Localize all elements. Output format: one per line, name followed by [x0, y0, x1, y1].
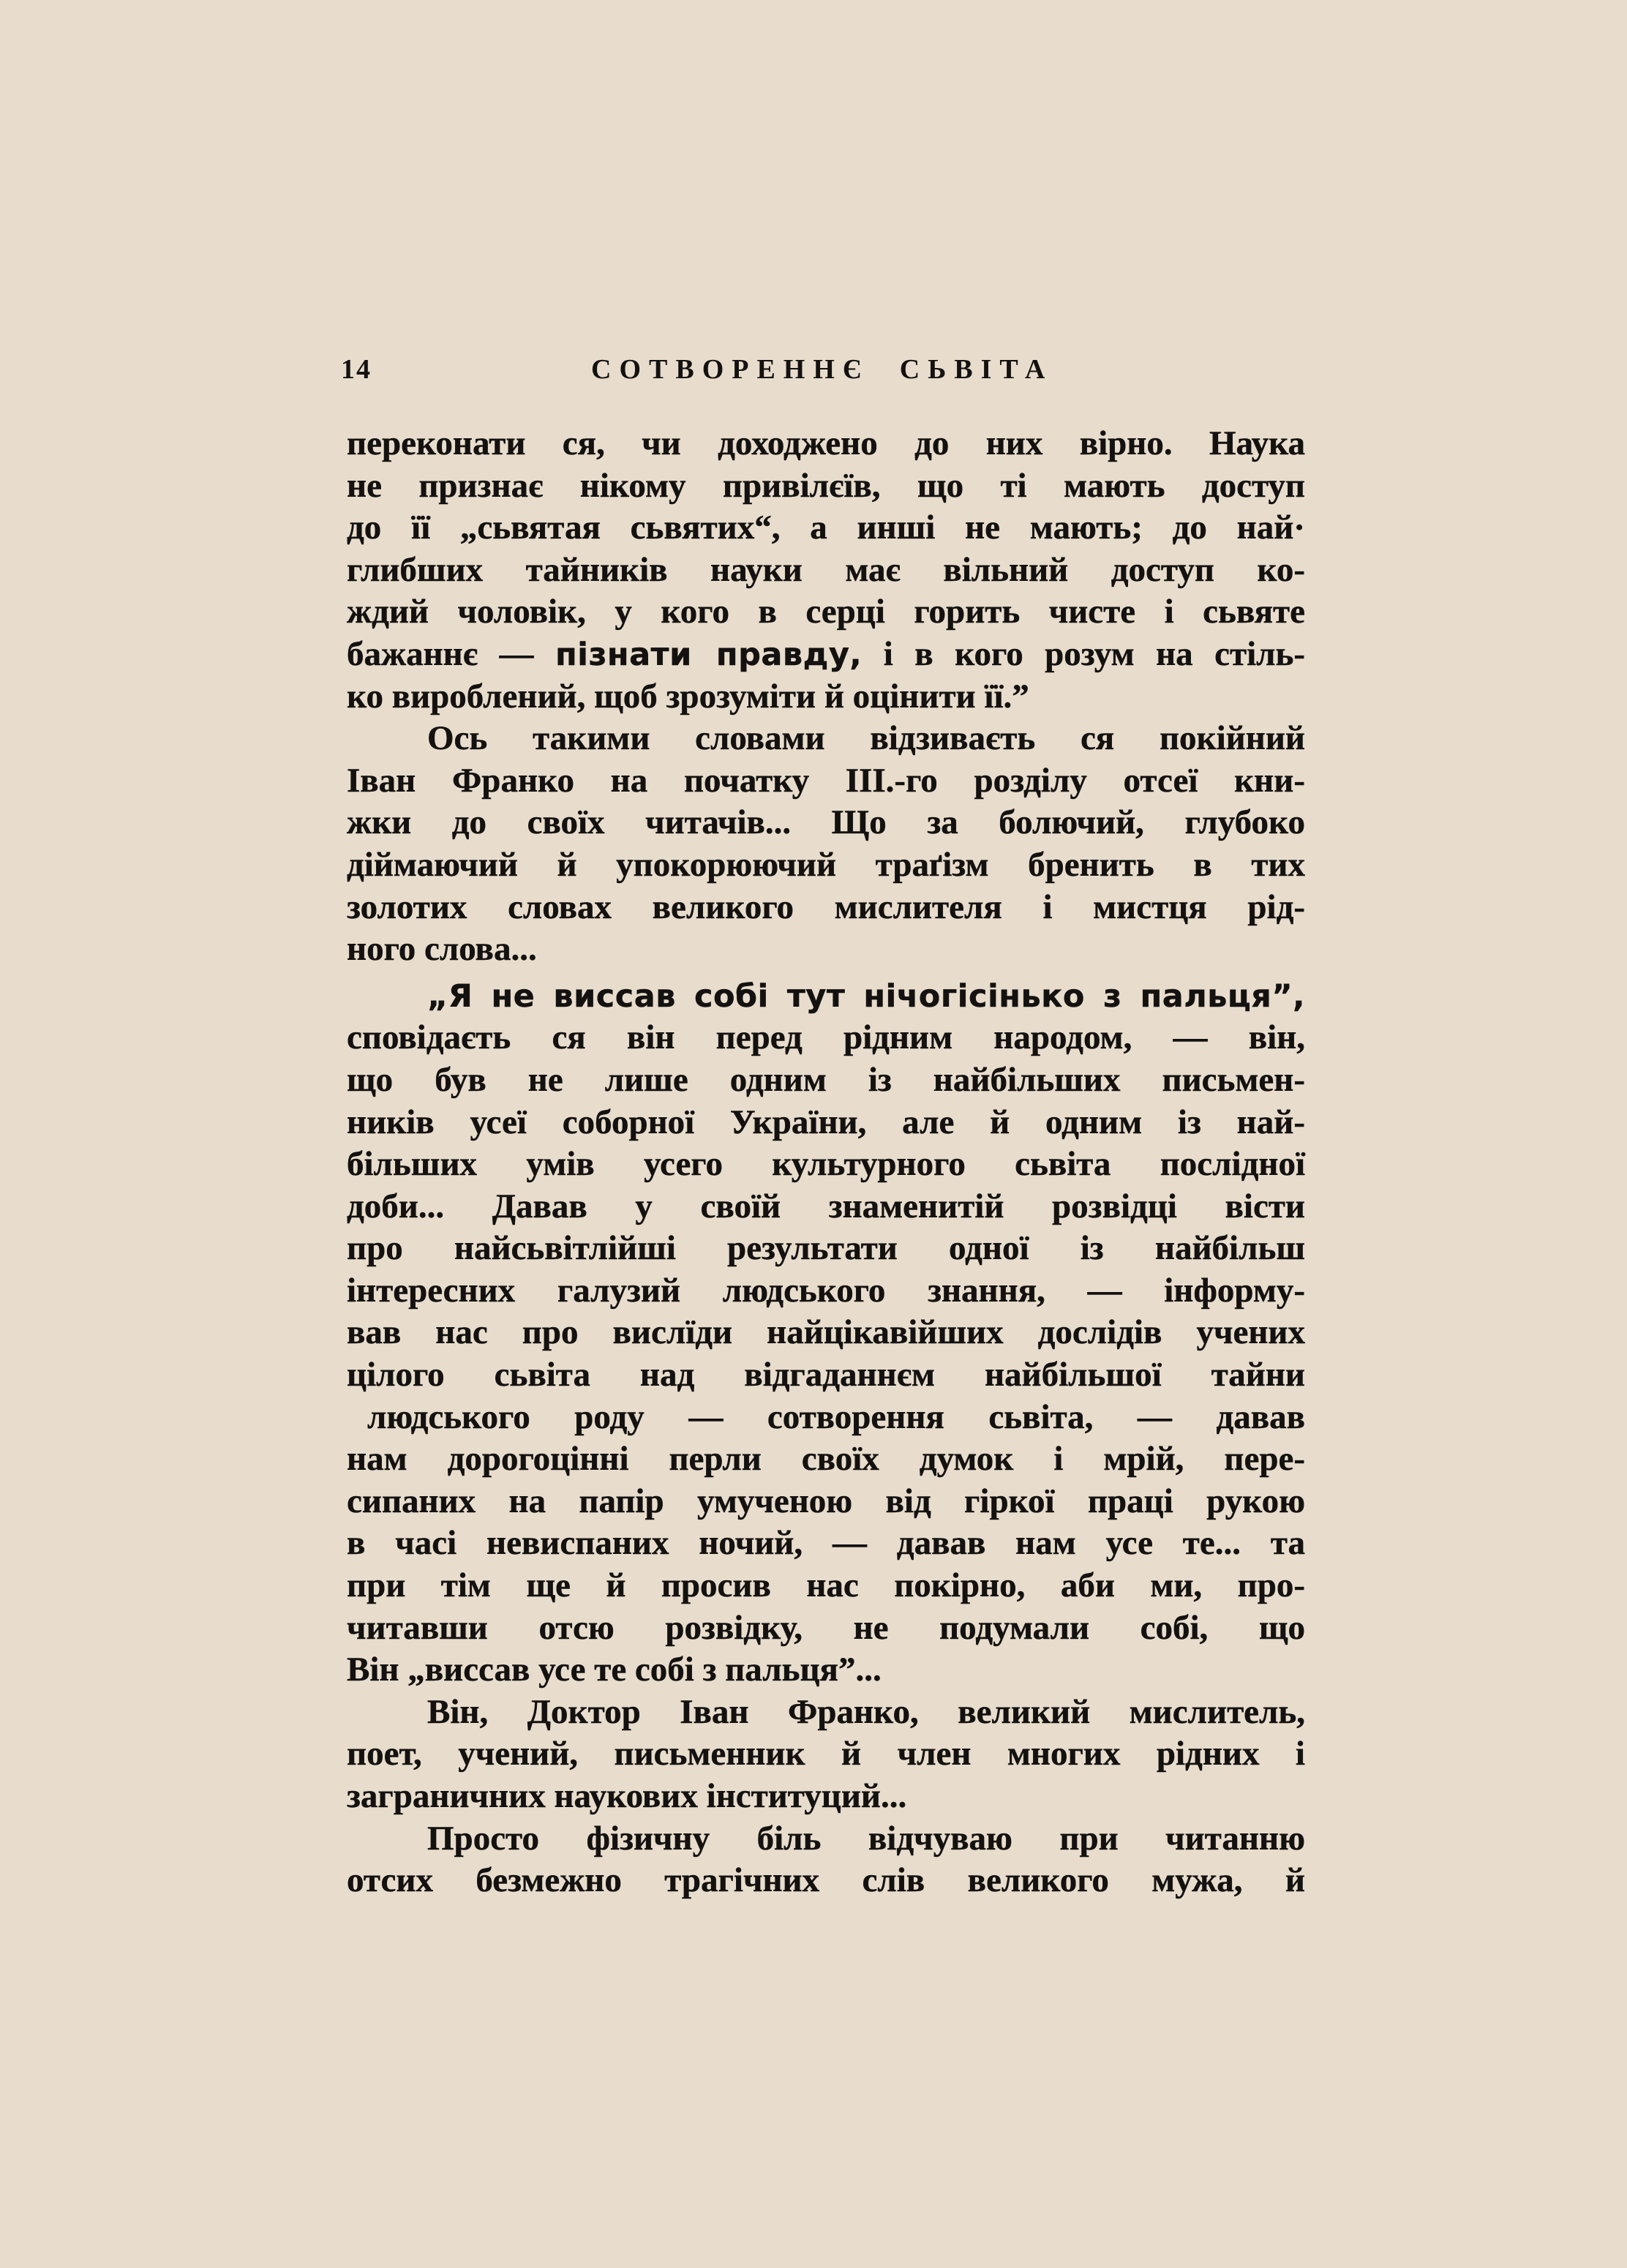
text-line	[347, 1649, 1305, 1691]
text-segment: заграничних наукових інституций...	[347, 1777, 907, 1815]
text-segment: до її „сьвятая сьвятих“, а инші не мають; до най·	[347, 508, 1305, 547]
text-segment: інтересних галузий людського знання, — інформу-	[347, 1271, 1305, 1310]
text-segment: Ось такими словами відзиваєть ся покійний	[427, 719, 1305, 758]
text-line	[347, 718, 1305, 760]
text-segment: і в кого розум на стіль-	[862, 634, 1305, 673]
page-number: 14	[341, 354, 372, 385]
text-segment: отсих безмежно трагічних слів великого мужа, й	[347, 1861, 1305, 1900]
text-line	[347, 1860, 1305, 1902]
text-segment: сипаних на папір умученою від гіркої праці рукою	[347, 1482, 1305, 1520]
text-segment: переконати ся, чи доходжено до них вірно. Наука	[347, 424, 1305, 462]
running-head	[341, 353, 1308, 391]
text-segment: ждий чоловік, у кого в серці горить чисте і сьвяте	[347, 593, 1305, 631]
text-line	[347, 1565, 1305, 1607]
text-line	[347, 591, 1305, 634]
text-line	[347, 549, 1305, 592]
emphasized-text: пізнати правду,	[555, 636, 863, 673]
text-segment: що був не лише одним із найбільших письмен-	[347, 1060, 1305, 1099]
text-line	[347, 1733, 1305, 1776]
text-line	[347, 760, 1305, 803]
text-segment: ко вироблений, щоб зрозуміти й оцінити її.”	[347, 677, 1029, 716]
text-line	[347, 1607, 1305, 1650]
text-segment: поет, учений, письменник й член многих рідних і	[347, 1735, 1305, 1773]
text-segment: бажаннє —	[347, 634, 555, 673]
text-segment: людського роду — сотворення сьвіта, — давав	[367, 1397, 1305, 1436]
text-line	[347, 1818, 1305, 1860]
text-line	[347, 1691, 1305, 1734]
text-segment: жки до своїх читачів... Що за болючий, глубоко	[347, 803, 1305, 842]
text-line	[347, 844, 1305, 887]
text-segment: про найсьвітлійші результати одної із найбільш	[347, 1229, 1305, 1268]
text-line	[347, 1102, 1305, 1144]
text-segment: не признає нікому привілєїв, що ті мають доступ	[347, 466, 1305, 505]
text-segment: вав нас про вислїди найцікавійших дослідів учених	[347, 1313, 1305, 1352]
text-line	[347, 676, 1305, 718]
text-line	[347, 1522, 1305, 1565]
text-line	[347, 465, 1305, 508]
text-segment: більших умів усего культурного сьвіта послідної	[347, 1145, 1305, 1184]
text-line	[347, 1397, 1305, 1439]
text-segment: ного слова...	[347, 930, 537, 969]
emphasized-text: „Я не виссав собі тут нічогісінько з пальця”,	[427, 977, 1305, 1015]
text-line	[347, 1017, 1305, 1059]
text-line	[347, 1776, 1305, 1818]
text-segment: сповідаєть ся він перед рідним народом, — він,	[347, 1018, 1305, 1057]
text-line	[347, 1270, 1305, 1313]
text-line	[347, 1354, 1305, 1397]
text-segment: Іван Франко на початку III.-го розділу отсеї кни-	[347, 761, 1305, 800]
text-segment: Просто фізичну біль відчуваю при читанню	[427, 1819, 1305, 1858]
text-segment: діймаючий й упокорюючий траґізм бренить в тих	[347, 845, 1305, 884]
text-line	[347, 975, 1305, 1018]
text-line	[347, 1059, 1305, 1102]
text-segment: в часі невиспаних ночий, — давав нам усе те... та	[347, 1524, 1305, 1563]
text-line	[347, 1144, 1305, 1186]
text-segment: Він „виссав усе те собі з пальця”...	[347, 1651, 882, 1689]
text-segment: доби... Давав у своїй знаменитій розвідці вісти	[347, 1187, 1305, 1225]
text-segment: ників усеї соборної України, але й одним із най-	[347, 1103, 1305, 1141]
text-line	[347, 1312, 1305, 1354]
text-line	[347, 1186, 1305, 1228]
text-segment: глибших тайників науки має вільний доступ ко-	[347, 550, 1305, 589]
text-line	[347, 423, 1305, 465]
text-line	[347, 634, 1305, 676]
text-segment: нам дорогоцінні перли своїх думок і мрій, пере-	[347, 1440, 1305, 1479]
text-line	[347, 802, 1305, 844]
text-segment: Він, Доктор Іван Франко, великий мислитель,	[427, 1692, 1305, 1731]
text-segment: читавши отсю розвідку, не подумали собі, що	[347, 1608, 1305, 1647]
text-line	[347, 1481, 1305, 1523]
text-segment: при тім ще й просив нас покірно, аби ми, про-	[347, 1566, 1305, 1605]
text-segment: цілого сьвіта над відгаданнєм найбільшої тайни	[347, 1356, 1305, 1394]
body-text	[347, 423, 1305, 1902]
text-segment: золотих словах великого мислителя і мистця рід-	[347, 887, 1305, 926]
text-line	[347, 507, 1305, 549]
text-line	[347, 928, 1305, 971]
running-title: СОТВОРЕННЄ СЬВІТА	[591, 354, 1053, 385]
text-line	[347, 1228, 1305, 1270]
text-line	[347, 1438, 1305, 1481]
text-line	[347, 887, 1305, 929]
